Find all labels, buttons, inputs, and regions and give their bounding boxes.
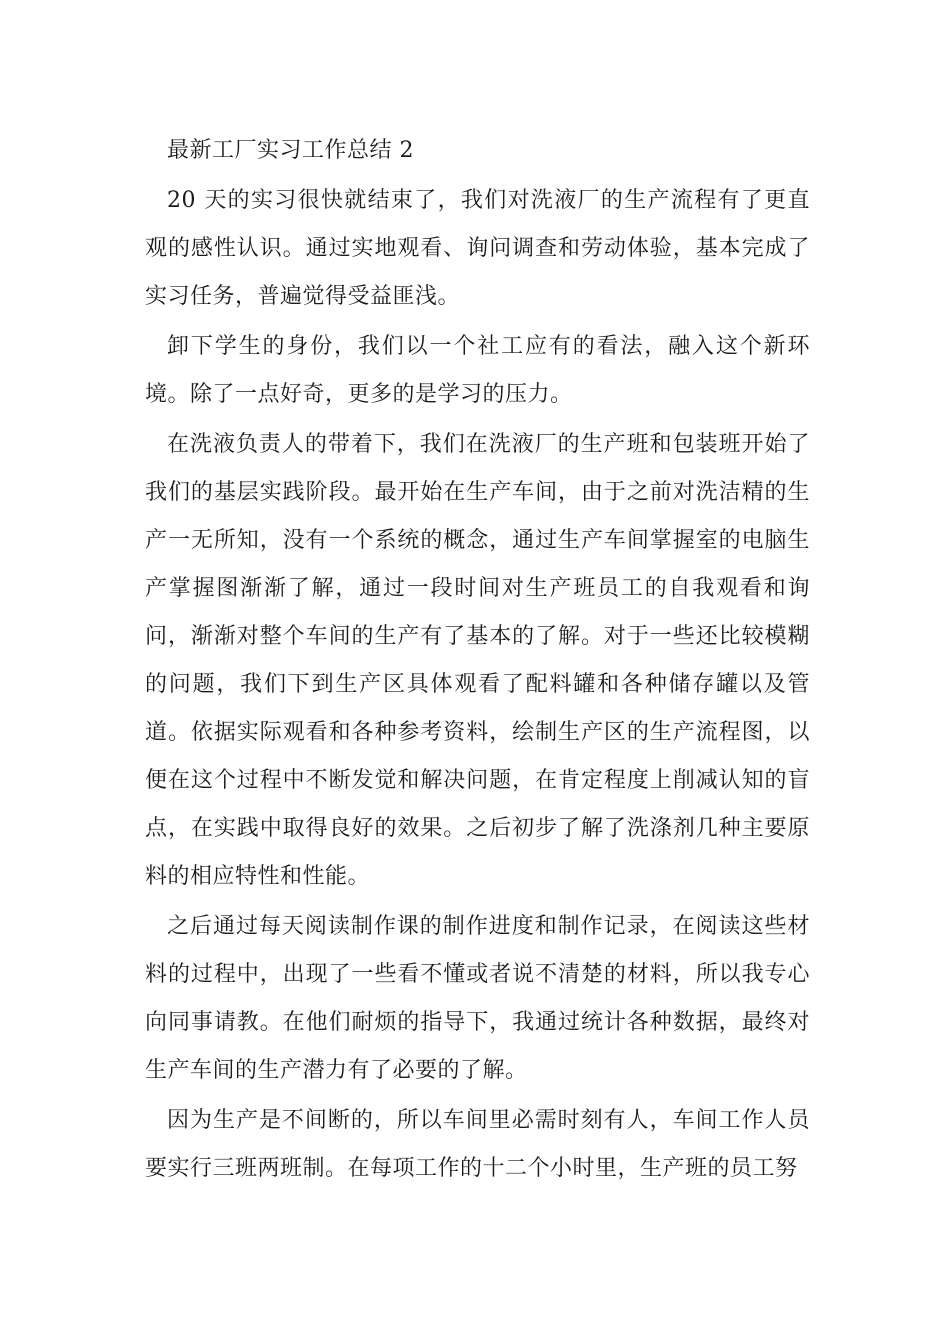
paragraph-new-environment: 卸下学生的身份，我们以一个社工应有的看法，融入这个新环境。除了一点好奇，更多的是学习的压力。	[145, 334, 810, 407]
paragraph-shift-system: 因为生产是不间断的，所以车间里必需时刻有人，车间工作人员要实行三班两班制。在每项工作的十二个小时里，生产班的员工努	[145, 1108, 810, 1181]
paragraph-production-workshop: 在洗液负责人的带着下，我们在洗液厂的生产班和包装班开始了我们的基层实践阶段。最开始在生产车间，由于之前对洗洁精的生产一无所知，没有一个系统的概念，通过生产车间掌握室的电脑生产掌握图渐渐了解，通过一段时间对生产班员工的自我观看和询问，渐渐对整个车间的生产有了基本的了解。对于一些还比较模糊的问题，我们下到生产区具体观看了配料罐和各种储存罐以及管道。依据实际观看和各种参考资料，绘制生产区的生产流程图，以便在这个过程中不断发觉和解决问题，在肯定程度上削减认知的盲点，在实践中取得良好的效果。之后初步了解了洗涤剂几种主要原料的相应特性和性能。	[145, 432, 810, 889]
paragraph-internship-overview: 20 天的实习很快就结束了，我们对洗液厂的生产流程有了更直观的感性认识。通过实地观看、询问调查和劳动体验，基本完成了实习任务，普遍觉得受益匪浅。	[145, 188, 810, 309]
document-title: 最新工厂实习工作总结 2	[167, 138, 414, 163]
paragraph-production-records: 之后通过每天阅读制作课的制作进度和制作记录，在阅读这些材料的过程中，出现了一些看不懂或者说不清楚的材料，所以我专心向同事请教。在他们耐烦的指导下，我通过统计各种数据，最终对生产车间的生产潜力有了必要的了解。	[145, 914, 810, 1083]
document-body	[145, 127, 810, 1193]
